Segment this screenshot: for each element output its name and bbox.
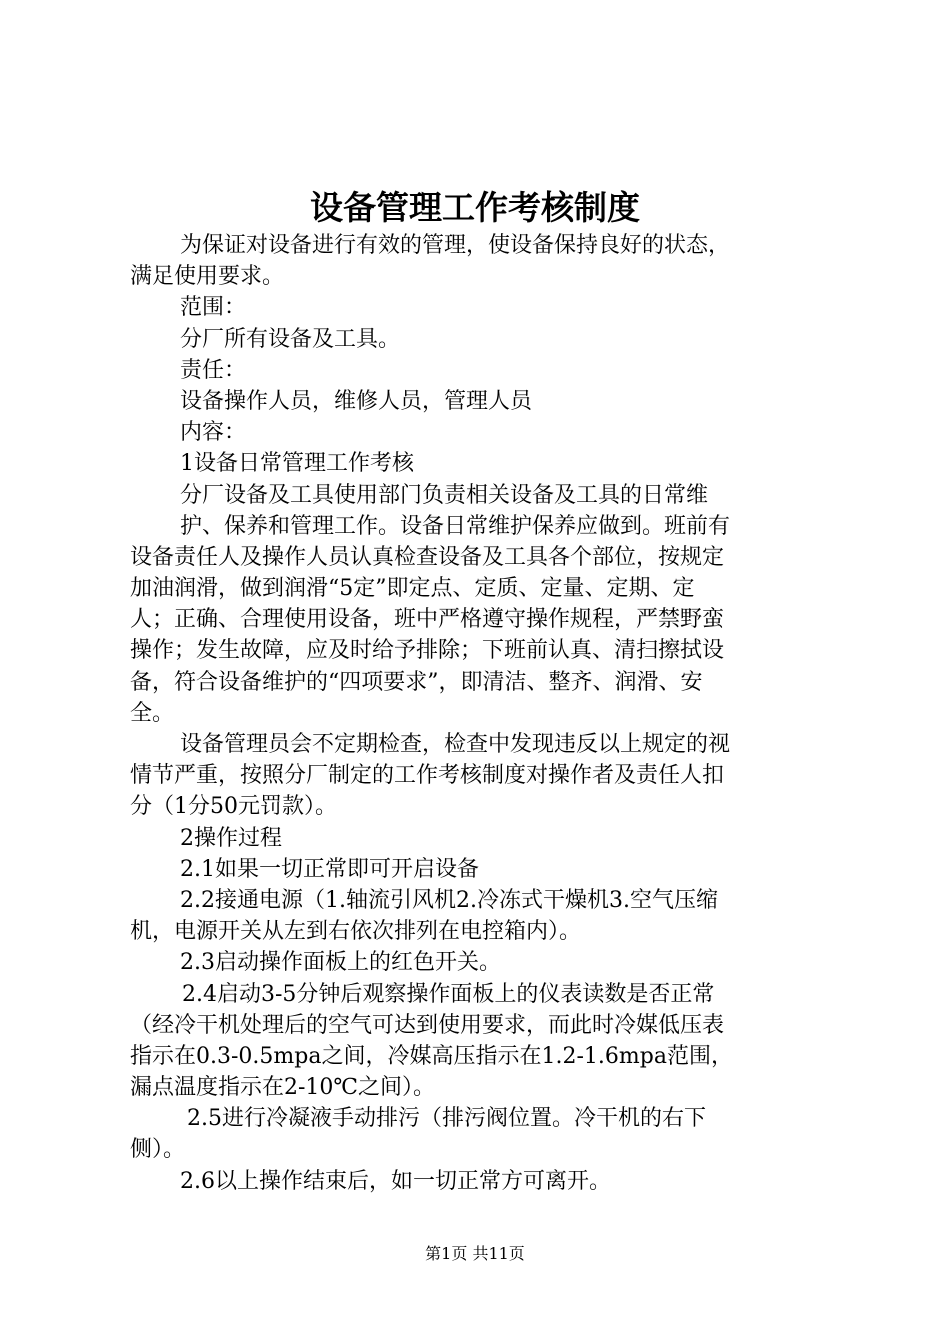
document-title: 设备管理工作考核制度: [310, 188, 640, 227]
paragraph-line: 操作；发生故障，应及时给予排除；下班前认真、清扫擦拭设: [130, 638, 725, 664]
document-body: [130, 230, 830, 1197]
paragraph-line: 2.2接通电源（1.轴流引风机2.冷冻式干燥机3.空气压缩: [180, 887, 718, 913]
paragraph-line: 分（1分50元罚款）。: [130, 794, 337, 820]
section-heading: 内容：: [180, 420, 247, 446]
paragraph-line: 人；正确、合理使用设备，班中严格遵守操作规程，严禁野蛮: [130, 607, 725, 633]
paragraph-line: 2.4启动3-5分钟后观察操作面板上的仪表读数是否正常: [182, 981, 715, 1007]
paragraph-line: 分厂所有设备及工具。: [180, 326, 401, 352]
paragraph-line: 指示在0.3-0.5mpa之间，冷媒高压指示在1.2-1.6mpa范围，: [130, 1043, 733, 1069]
paragraph-line: 情节严重，按照分厂制定的工作考核制度对操作者及责任人扣: [130, 763, 725, 789]
paragraph-line: （经冷干机处理后的空气可达到使用要求，而此时冷媒低压表: [130, 1012, 725, 1038]
paragraph-line: 漏点温度指示在2-10℃之间）。: [130, 1075, 436, 1101]
paragraph-line: 2.6以上操作结束后，如一切正常方可离开。: [180, 1168, 611, 1194]
paragraph-line: 满足使用要求。: [130, 264, 285, 290]
paragraph-line: 设备管理员会不定期检查，检查中发现违反以上规定的视: [180, 732, 731, 757]
paragraph-line: 为保证对设备进行有效的管理，使设备保持良好的状态，: [180, 233, 731, 258]
paragraph-line: 侧）。: [130, 1137, 186, 1163]
paragraph-line: 加油润滑，做到润滑“5定”即定点、定质、定量、定期、定: [130, 576, 695, 602]
paragraph-line: 分厂设备及工具使用部门负责相关设备及工具的日常维: [180, 482, 709, 508]
section-heading: 2操作过程: [180, 825, 282, 851]
paragraph-line: 设备操作人员，维修人员，管理人员: [180, 388, 533, 414]
section-heading: 责任：: [180, 357, 247, 383]
page-footer: 第1页 共11页: [425, 1244, 525, 1263]
paragraph-line: 备，符合设备维护的“四项要求”，即清洁、整齐、润滑、安: [130, 669, 703, 695]
paragraph-line: 设备责任人及操作人员认真检查设备及工具各个部位，按规定: [130, 544, 725, 570]
paragraph-line: 全。: [130, 700, 175, 726]
paragraph-line: 护、保养和管理工作。设备日常维护保养应做到。班前有: [180, 513, 731, 539]
paragraph-line: 2.3启动操作面板上的红色开关。: [180, 950, 501, 976]
paragraph-line: 机，电源开关从左到右依次排列在电控箱内）。: [130, 919, 582, 945]
paragraph-line: 2.1如果一切正常即可开启设备: [180, 856, 479, 882]
paragraph-line: 2.5进行冷凝液手动排污（排污阀位置。冷干机的右下: [187, 1106, 706, 1132]
section-heading: 范围：: [180, 295, 247, 321]
section-heading: 1设备日常管理工作考核: [180, 451, 414, 477]
